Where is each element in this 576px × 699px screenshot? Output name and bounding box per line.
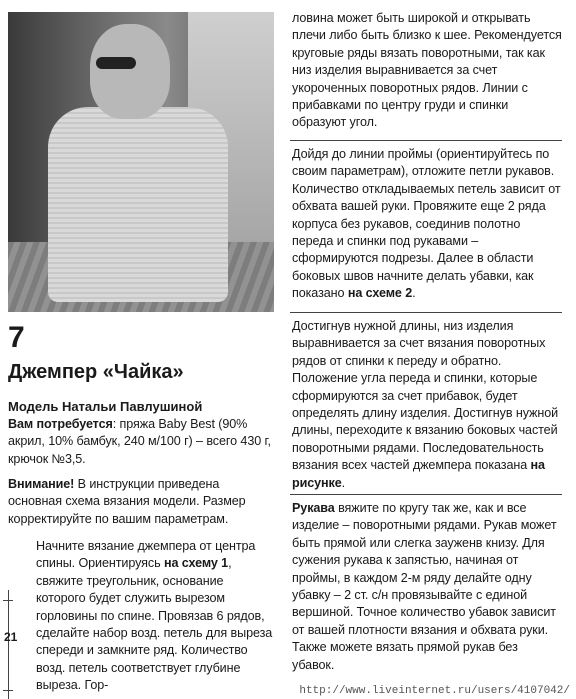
model-photo — [8, 12, 274, 312]
right-paragraph-2: Дойдя до линии проймы (ориентируйтесь по своим параметрам), отложите петли рукавов. Количество откладываемых петель зависит от обхвата вашей руки. Провяжите еще 2 ряда корпуса без рукавов, соединив полотно переда и спинки под рукавами – сформируются подрезы. Далее в области боковых швов начните делать убавки, как показано на схеме 2. — [292, 147, 561, 301]
right-paragraph-3: Достигнув нужной длины, низ изделия выравнивается за счет вязания поворотных рядов от спинки к переду и обратно. Положение угла переда и спинки, которые сформируются за счет прибавок, будет определять длину изделия. Достигнув нужной длины, переходите к вязанию боковых частей поворотными рядами. Последовательность вязания всех частей джемпера показана на рисунке. — [292, 319, 559, 490]
pattern-number: 7 — [8, 321, 25, 354]
attention-label: Внимание! — [8, 477, 75, 491]
materials-paragraph: Вам потребуется: пряжа Baby Best (90% акрил, 10% бамбук, 240 м/100 г) – всего 430 г, крючок №3,5. — [8, 417, 271, 466]
source-url: http://www.liveinternet.ru/users/4107042/ — [299, 685, 570, 697]
pattern-author: Модель Натальи Павлушиной — [8, 399, 203, 414]
right-paragraph-1: ловина может быть широкой и открывать плечи либо быть близко к шее. Рекомендуется круговые ряды вязать поворотными, так как низ изделия выравнивается за счет укороченных поворотных рядов. Линии с прибавками по центру груди и спинки образуют угол. — [292, 11, 562, 130]
margin-rule — [8, 590, 9, 699]
page-number: 21 — [4, 630, 18, 644]
materials-label: Вам потребуется — [8, 417, 113, 431]
attention-paragraph: Внимание! В инструкции приведена основная схема вязания модели. Размер корректируйте по вашим параметрам. — [8, 477, 246, 526]
right-paragraph-4: Рукава вяжите по кругу так же, как и все изделие – поворотными рядами. Рукав может быть прямой или слегка зауженв книзу. Для сужения рукава к запястью, начиная от проймы, в каждом 2-м ряду делайте одну убавку – 2 ст. с/н провязывайте с единой вершиной. Точное количество убавок зависит от вашей плотности вязания и обхвата руки. Также можете вязать прямой рукав без убавок. — [292, 501, 557, 672]
left-body-paragraph: Начните вязание джемпера от центра спины. Ориентируясь на схему 1, свяжите треугольник, основание которого будет служить вырезом горловины по спине. Провязав 6 рядов, сделайте набор возд. петель для выреза спереди и замкните ряд. Количество возд. петель соответствует глубине выреза. Гор- — [36, 539, 273, 693]
pattern-title: Джемпер «Чайка» — [8, 361, 184, 383]
